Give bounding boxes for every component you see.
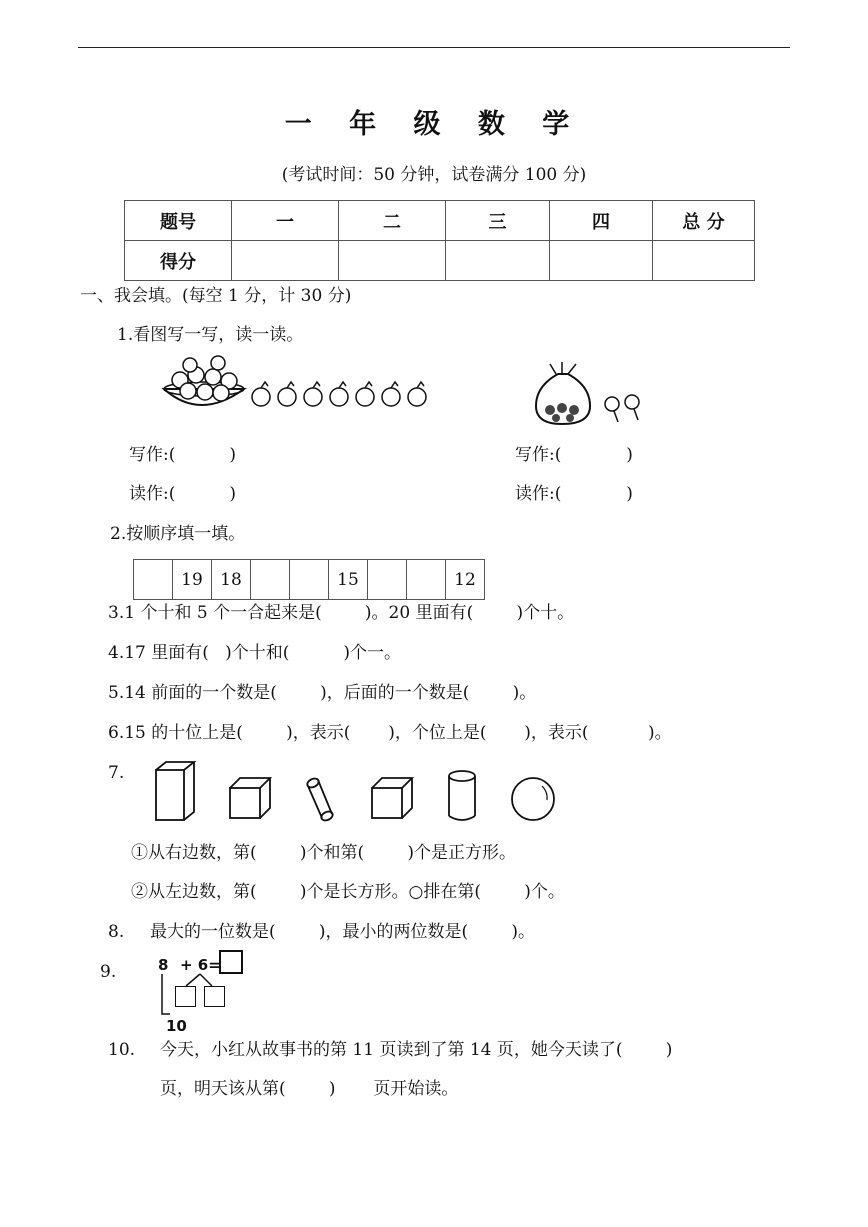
section-heading: 一、我会填。(每空 1 分，计 30 分) [80, 286, 352, 306]
q1-left-read[interactable]: 读作:( ) [129, 484, 237, 504]
exam-info: (考试时间：50 分钟，试卷满分 100 分) [281, 165, 587, 185]
fruit-illustration [160, 355, 450, 415]
cylinder-small-icon [306, 777, 334, 822]
question-7-line-2[interactable]: ②从左边数，第( )个是长方形。○排在第( )个。 [131, 882, 565, 902]
q9-expression: + 6= [180, 956, 221, 974]
table-cell: 得分 [125, 241, 232, 281]
score-table [124, 200, 755, 281]
question-10-number: 10. [108, 1040, 136, 1060]
sequence-cell[interactable] [407, 560, 446, 600]
sequence-cell: 15 [329, 560, 368, 600]
table-cell[interactable] [446, 241, 550, 281]
table-cell[interactable] [339, 241, 446, 281]
table-cell[interactable] [550, 241, 653, 281]
q1-right-write[interactable]: 写作:( ) [515, 445, 633, 465]
sequence-cell[interactable] [368, 560, 407, 600]
header-rule [78, 47, 790, 48]
question-3[interactable]: 3.1 个十和 5 个一合起来是( )。20 里面有( )个十。 [108, 603, 575, 623]
q9-ten: 10 [166, 1017, 187, 1035]
question-8[interactable]: 最大的一位数是( )，最小的两位数是( )。 [150, 922, 535, 942]
table-cell[interactable] [653, 241, 755, 281]
question-9-number: 9. [100, 962, 117, 982]
cylinder-icon [449, 771, 475, 820]
sequence-table [133, 559, 485, 600]
sequence-cell: 19 [173, 560, 212, 600]
sequence-cell[interactable] [251, 560, 290, 600]
candy-bag-icon [536, 362, 590, 424]
table-cell[interactable] [232, 241, 339, 281]
sequence-cell: 18 [212, 560, 251, 600]
cuboid-icon [156, 762, 194, 820]
cube-icon-2 [372, 778, 412, 818]
question-7-line-1[interactable]: ①从右边数，第( )个和第( )个是正方形。 [131, 843, 516, 863]
question-1: 1.看图写一写，读一读。 [117, 325, 304, 345]
table-row [125, 201, 755, 241]
table-cell: 四 [550, 201, 653, 241]
table-cell: 总 分 [653, 201, 755, 241]
question-4[interactable]: 4.17 里面有( )个十和( )个一。 [108, 643, 402, 663]
sequence-cell[interactable] [134, 560, 173, 600]
table-row [125, 241, 755, 281]
question-8-number: 8. [108, 922, 125, 942]
table-cell: 一 [232, 201, 339, 241]
sphere-icon [512, 778, 554, 820]
sequence-cell: 12 [446, 560, 485, 600]
q9-addend-8: 8 [158, 956, 169, 974]
q9-split-box-2[interactable] [204, 986, 225, 1007]
q1-right-read[interactable]: 读作:( ) [515, 484, 633, 504]
question-2: 2.按顺序填一填。 [110, 524, 246, 544]
lollipop-icon [605, 395, 639, 422]
candy-illustration [528, 358, 658, 428]
table-cell: 二 [339, 201, 446, 241]
single-fruit-row-icon [252, 382, 426, 406]
solid-shapes-illustration [150, 758, 570, 828]
table-cell: 三 [446, 201, 550, 241]
question-10-line-1[interactable]: 今天，小红从故事书的第 11 页读到了第 14 页，她今天读了( ) [160, 1040, 673, 1060]
table-cell: 题号 [125, 201, 232, 241]
page-title: 一 年 级 数 学 [284, 109, 584, 140]
question-6[interactable]: 6.15 的十位上是( )，表示( )，个位上是( )，表示( )。 [108, 723, 672, 743]
q1-left-write[interactable]: 写作:( ) [129, 445, 237, 465]
table-row [134, 560, 485, 600]
question-10-line-2[interactable]: 页，明天该从第( ) 页开始读。 [160, 1079, 459, 1099]
fruit-plate-icon [164, 356, 244, 405]
cube-icon-1 [230, 778, 270, 818]
question-7-number: 7. [108, 763, 125, 783]
q9-answer-box[interactable] [219, 950, 243, 974]
q9-split-box-1[interactable] [175, 986, 196, 1007]
sequence-cell[interactable] [290, 560, 329, 600]
question-5[interactable]: 5.14 前面的一个数是( )，后面的一个数是( )。 [108, 683, 537, 703]
